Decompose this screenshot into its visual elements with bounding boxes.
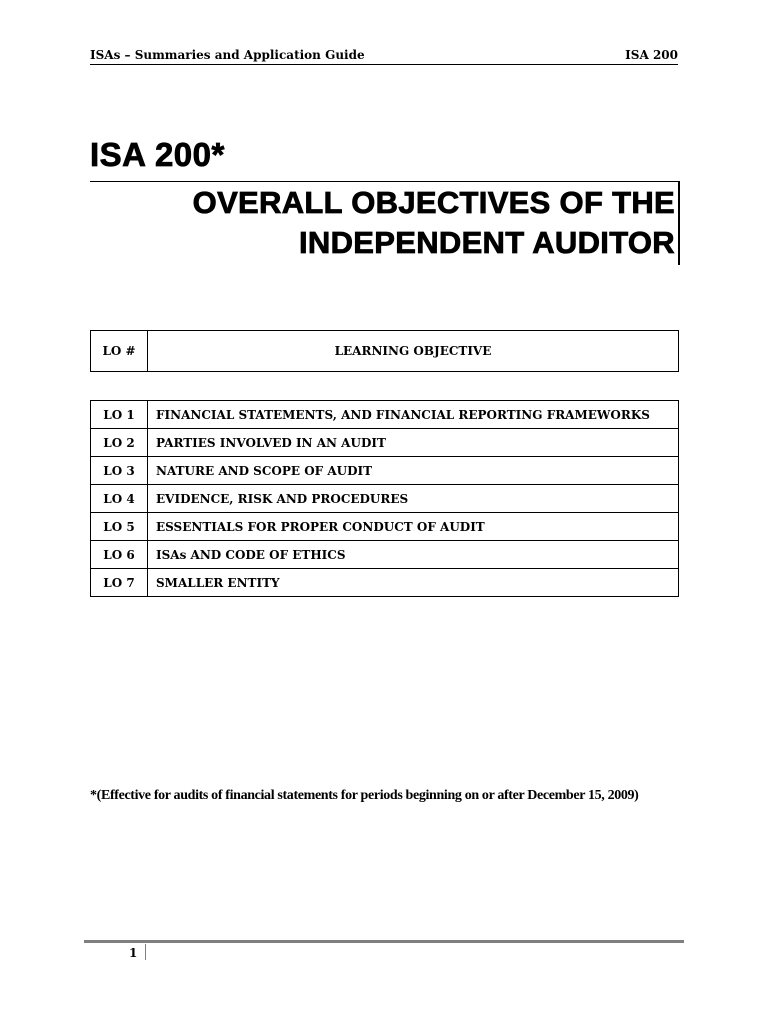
lo-objective: SMALLER ENTITY: [148, 569, 679, 597]
lo-code: LO 5: [91, 513, 148, 541]
page-number-separator: [145, 944, 146, 960]
objectives-table-header: [90, 330, 679, 372]
lo-code: LO 6: [91, 541, 148, 569]
table-row: [91, 457, 679, 485]
footer-divider: [84, 940, 684, 943]
column-header-lo-number: LO #: [91, 331, 148, 372]
table-row: [91, 541, 679, 569]
table-row: [91, 513, 679, 541]
table-header-row: [91, 331, 679, 372]
objectives-table: [90, 400, 679, 597]
lo-objective: PARTIES INVOLVED IN AN AUDIT: [148, 429, 679, 457]
page-header: [90, 46, 678, 65]
standard-code-heading: ISA 200*: [90, 136, 225, 173]
lo-objective: EVIDENCE, RISK AND PROCEDURES: [148, 485, 679, 513]
title-side-bar: [678, 181, 680, 265]
header-title: ISAs – Summaries and Application Guide: [90, 48, 365, 62]
effective-date-footnote: *(Effective for audits of financial statements for periods beginning on or after December 15, 2009): [90, 788, 639, 803]
table-row: [91, 485, 679, 513]
column-header-learning-objective: LEARNING OBJECTIVE: [148, 331, 679, 372]
table-row: [91, 429, 679, 457]
title-divider: [90, 181, 678, 182]
document-title-line-1: OVERALL OBJECTIVES OF THE: [192, 185, 675, 220]
lo-code: LO 4: [91, 485, 148, 513]
lo-code: LO 3: [91, 457, 148, 485]
lo-code: LO 2: [91, 429, 148, 457]
lo-objective: ISAs AND CODE OF ETHICS: [148, 541, 679, 569]
table-row: [91, 569, 679, 597]
document-title-line-2: INDEPENDENT AUDITOR: [298, 225, 675, 260]
lo-code: LO 7: [91, 569, 148, 597]
lo-objective: NATURE AND SCOPE OF AUDIT: [148, 457, 679, 485]
lo-objective: FINANCIAL STATEMENTS, AND FINANCIAL REPORTING FRAMEWORKS: [148, 401, 679, 429]
lo-objective: ESSENTIALS FOR PROPER CONDUCT OF AUDIT: [148, 513, 679, 541]
lo-code: LO 1: [91, 401, 148, 429]
page-number: 1: [129, 946, 138, 960]
header-standard-code: ISA 200: [625, 48, 678, 62]
table-row: [91, 401, 679, 429]
